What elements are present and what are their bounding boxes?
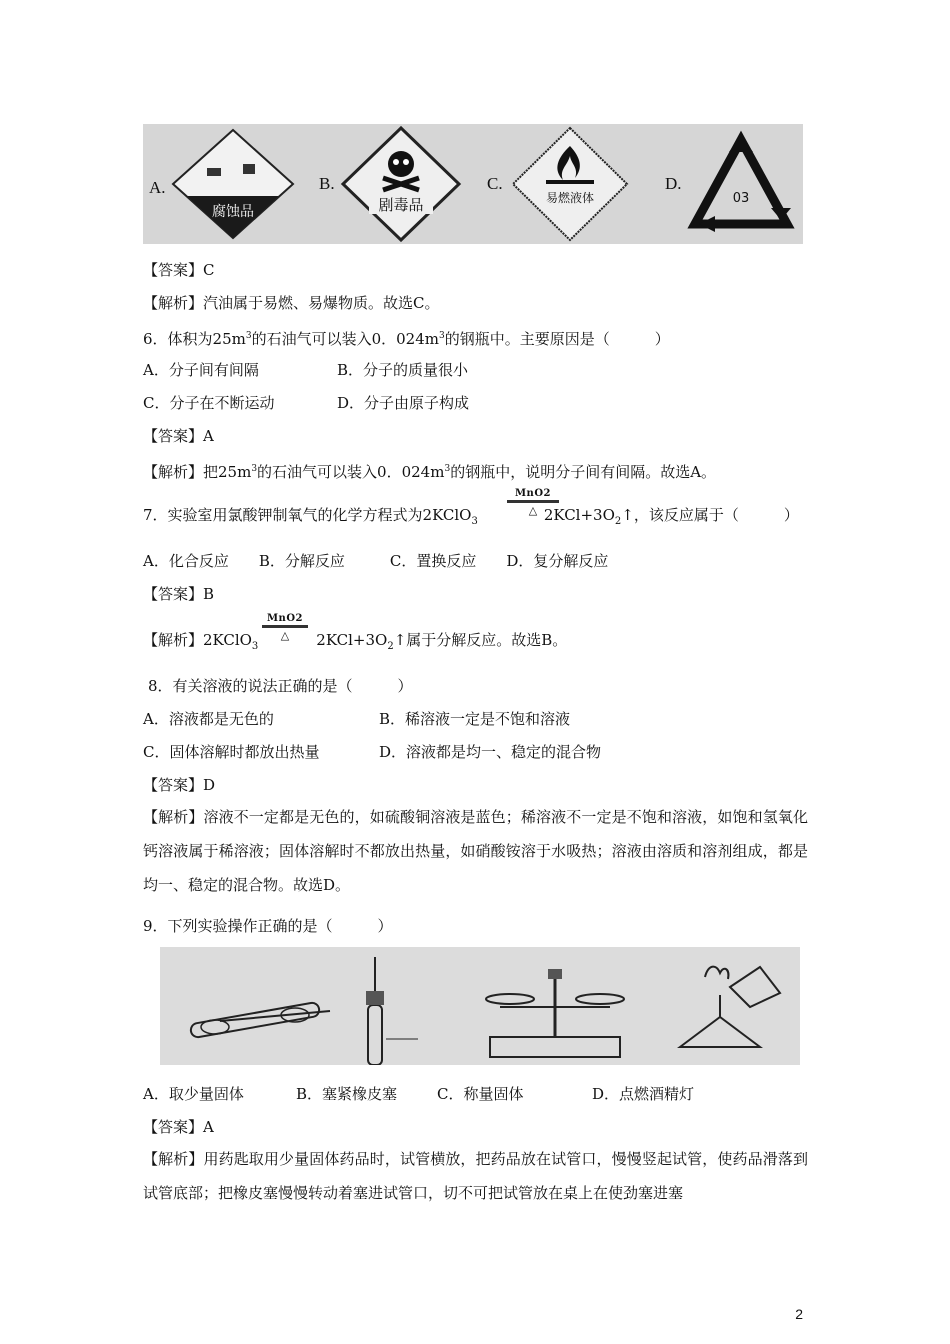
q8-answer: 【答案】D xyxy=(143,776,216,794)
q7-reaction-condition: MnO2 △ xyxy=(507,488,559,517)
sign-label-d: D. xyxy=(665,174,682,193)
svg-text:剧毒品: 剧毒品 xyxy=(378,196,424,214)
q6-option-b: B．分子的质量很小 xyxy=(337,361,469,379)
q6-option-d: D．分子由原子构成 xyxy=(337,394,470,412)
hazard-signs-image xyxy=(143,124,803,244)
svg-text:腐蚀品: 腐蚀品 xyxy=(212,204,254,220)
q6-option-a: A．分子间有间隔 xyxy=(143,361,259,379)
q9-option-d: D．点燃酒精灯 xyxy=(592,1085,695,1103)
q7-answer: 【答案】B xyxy=(143,585,215,603)
svg-text:易燃液体: 易燃液体 xyxy=(545,191,595,205)
q8-stem: 8．有关溶液的说法正确的是（ ） xyxy=(148,677,413,695)
q8-option-c: C．固体溶解时都放出热量 xyxy=(143,743,320,761)
q7-analysis-condition: MnO2 △ xyxy=(262,613,308,642)
q8-analysis: 【解析】溶液不一定都是无色的，如硫酸铜溶液是蓝色；稀溶液不一定是不饱和溶液，如饱和氢氧化钙溶液属于稀溶液；固体溶解时不都放出热量，如硝酸铵溶于水吸热；溶液由溶质和溶剂组成，都是均一、稳定的混合物。故选D。 xyxy=(143,808,808,894)
hazard-signs-drawing xyxy=(143,124,803,244)
q9-analysis: 【解析】用药匙取用少量固体药品时，试管横放，把药品放在试管口，慢慢竖起试管，使药品滑落到试管底部；把橡皮塞慢慢转动着塞进试管口，切不可把试管放在桌上在使劲塞进塞 xyxy=(143,1150,808,1202)
sign-label-c: C. xyxy=(487,174,503,193)
q6-stem: 6．体积为$25m^3$的石油气可以装入0．$024m^3$的钢瓶中。主要原因是（ ） xyxy=(143,330,670,348)
q7-analysis: 【解析】2KClO$_3$ $2KCl+3O_2↑$属于分解反应。故选B。 xyxy=(143,631,568,652)
sign-label-b: B. xyxy=(319,174,335,193)
q6-option-c: C．分子在不断运动 xyxy=(143,394,275,412)
q8-option-a: A．溶液都是无色的 xyxy=(143,710,274,728)
q7-stem: 7．实验室用氯酸钾制氧气的化学方程式为2KClO$_3$ $2KCl+3O_2↑$，该反应属于（ ） xyxy=(143,506,799,527)
q9-answer: 【答案】A xyxy=(143,1118,214,1136)
q5-analysis: 【解析】汽油属于易燃、易爆物质。故选C。 xyxy=(143,294,440,312)
q9-option-c: C．称量固体 xyxy=(437,1085,524,1103)
q6-answer: 【答案】A xyxy=(143,427,214,445)
q5-answer: 【答案】C xyxy=(143,261,215,279)
page-number: 2 xyxy=(795,1306,803,1322)
svg-text:03: 03 xyxy=(732,191,750,206)
q6-analysis: 【解析】把$25m^3$的石油气可以装入0．$024m^3$的钢瓶中，说明分子间有间隔。故选A。 xyxy=(143,463,717,481)
sign-label-a: A. xyxy=(149,178,166,197)
lab-operations-drawing xyxy=(160,947,800,1065)
q9-option-b: B．塞紧橡皮塞 xyxy=(296,1085,398,1103)
lab-operations-image xyxy=(160,947,800,1065)
q9-option-a: A．取少量固体 xyxy=(143,1085,244,1103)
q7-options: A．化合反应 B．分解反应 C．置换反应 D．复分解反应 xyxy=(143,552,609,570)
q9-stem: 9．下列实验操作正确的是（ ） xyxy=(143,917,393,935)
q8-option-d: D．溶液都是均一、稳定的混合物 xyxy=(379,743,602,761)
q8-option-b: B．稀溶液一定是不饱和溶液 xyxy=(379,710,571,728)
